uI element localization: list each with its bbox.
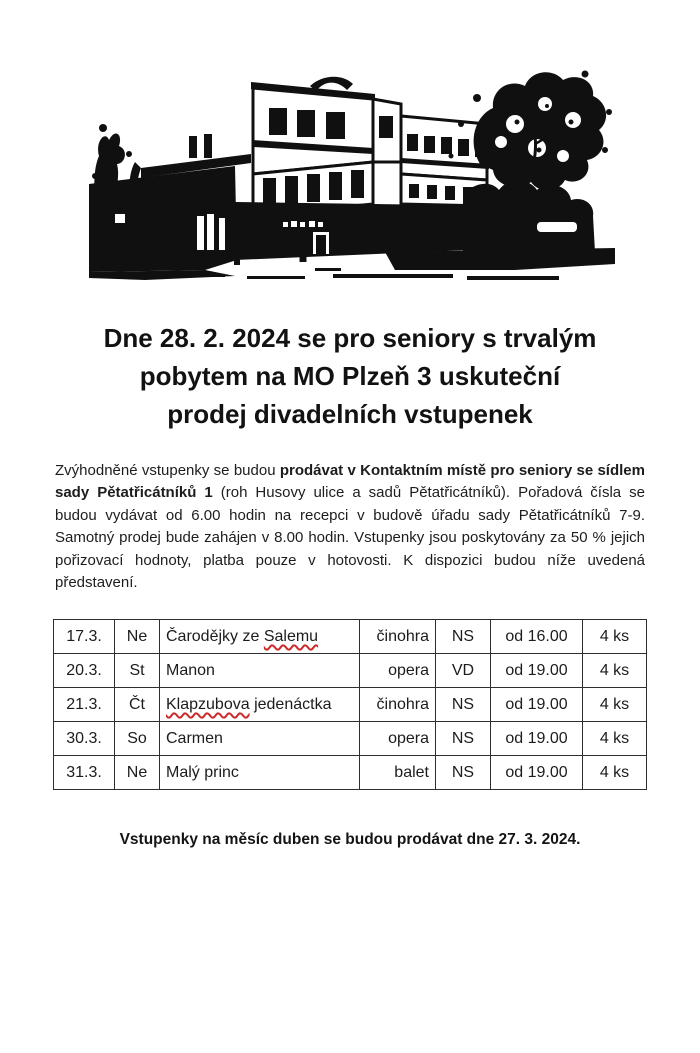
cell-text: činohra xyxy=(376,627,429,645)
schedule-body xyxy=(54,620,647,790)
cell-text: od 19.00 xyxy=(505,695,568,713)
intro-text: (roh Husovy ulice a sadů Pětatřicátníků). Pořadová čísla se budou vydávat od 6.00 hodin na recepci v budově úřadu sady Pětatřicátníků 7-9. Samotný prodej bude zahájen v 8.00 hodin. Vstupenky jsou poskytovány za 50 % jejich pořizovací hodnoty, platba pouze v hotovosti. K dispozici budou níže uvedená představení. xyxy=(55,484,645,592)
intro-bold-text: prodávat v Kontaktním místě pro seniory se sídlem sady Pětatřicátníků 1 xyxy=(55,462,645,502)
page-title-line-3: prodej divadelních vstupenek xyxy=(167,399,533,429)
cell-venue xyxy=(436,688,491,722)
cell-text: od 19.00 xyxy=(505,661,568,679)
cell-date xyxy=(54,688,115,722)
cell-text: Čt xyxy=(129,695,145,713)
cell-genre xyxy=(360,654,436,688)
cell-venue xyxy=(436,620,491,654)
cell-qty xyxy=(583,654,647,688)
cell-text: Manon xyxy=(166,661,215,679)
cell-qty xyxy=(583,620,647,654)
cell-time xyxy=(491,688,583,722)
cell-text: St xyxy=(129,661,145,679)
cell-text: Čarodějky ze xyxy=(166,627,264,645)
cell-text: Ne xyxy=(126,627,148,645)
cell-text: Ne xyxy=(126,763,148,781)
cell-time xyxy=(491,620,583,654)
table-row xyxy=(54,688,647,722)
flyer-page xyxy=(0,64,700,1053)
cell-text: od 19.00 xyxy=(505,763,568,781)
intro-paragraph xyxy=(55,460,645,594)
cell-day xyxy=(115,654,160,688)
cell-venue xyxy=(436,654,491,688)
cell-text: 4 ks xyxy=(599,695,630,713)
theatre-photo-graphic xyxy=(85,64,615,289)
cell-text: činohra xyxy=(376,695,429,713)
cell-text: 30.3. xyxy=(66,729,102,747)
page-title-line-2: pobytem na MO Plzeň 3 uskuteční xyxy=(139,361,561,391)
cell-text: 17.3. xyxy=(66,627,102,645)
cell-venue xyxy=(436,722,491,756)
table-row xyxy=(54,654,647,688)
cell-title xyxy=(160,756,360,790)
cell-day xyxy=(115,620,160,654)
cell-text: 4 ks xyxy=(599,661,630,679)
cell-qty xyxy=(583,756,647,790)
cell-text: 4 ks xyxy=(599,729,630,747)
cell-text: So xyxy=(127,729,147,747)
misspelled-word: Klapzubova xyxy=(166,695,250,713)
page-title xyxy=(0,319,700,433)
theatre-photo xyxy=(85,64,615,289)
cell-date xyxy=(54,654,115,688)
cell-text: 31.3. xyxy=(66,763,102,781)
cell-text: balet xyxy=(394,763,429,781)
cell-date xyxy=(54,722,115,756)
intro-text: Zvýhodněné vstupenky se budou xyxy=(55,462,280,479)
cell-date xyxy=(54,620,115,654)
schedule-table xyxy=(53,619,647,790)
cell-text: opera xyxy=(388,729,429,747)
cell-genre xyxy=(360,756,436,790)
cell-text: NS xyxy=(451,729,475,747)
cell-title xyxy=(160,654,360,688)
cell-day xyxy=(115,756,160,790)
cell-text: NS xyxy=(451,695,475,713)
cell-genre xyxy=(360,620,436,654)
cell-qty xyxy=(583,722,647,756)
cell-genre xyxy=(360,722,436,756)
cell-time xyxy=(491,654,583,688)
cell-text: NS xyxy=(451,763,475,781)
cell-text: jedenáctka xyxy=(249,695,332,713)
misspelled-word: Salemu xyxy=(263,627,319,645)
cell-text: 4 ks xyxy=(599,763,630,781)
page-title-line-1: Dne 28. 2. 2024 se pro seniory s trvalým xyxy=(103,323,597,353)
cell-genre xyxy=(360,688,436,722)
cell-text: Carmen xyxy=(166,729,223,747)
cell-title xyxy=(160,620,360,654)
cell-title xyxy=(160,722,360,756)
cell-time xyxy=(491,722,583,756)
cell-text: VD xyxy=(451,661,475,679)
cell-day xyxy=(115,722,160,756)
cell-text: 4 ks xyxy=(599,627,630,645)
cell-text: od 19.00 xyxy=(505,729,568,747)
cell-time xyxy=(491,756,583,790)
cell-qty xyxy=(583,688,647,722)
cell-text: Malý princ xyxy=(166,763,239,781)
cell-text: od 16.00 xyxy=(505,627,568,645)
table-row xyxy=(54,722,647,756)
cell-text: opera xyxy=(388,661,429,679)
footer-note: Vstupenky na měsíc duben se budou prodávat dne 27. 3. 2024. xyxy=(119,831,581,849)
cell-text: 21.3. xyxy=(66,695,102,713)
cell-date xyxy=(54,756,115,790)
cell-title xyxy=(160,688,360,722)
table-row xyxy=(54,756,647,790)
cell-text: 20.3. xyxy=(66,661,102,679)
cell-text: NS xyxy=(451,627,475,645)
cell-day xyxy=(115,688,160,722)
table-row xyxy=(54,620,647,654)
cell-venue xyxy=(436,756,491,790)
